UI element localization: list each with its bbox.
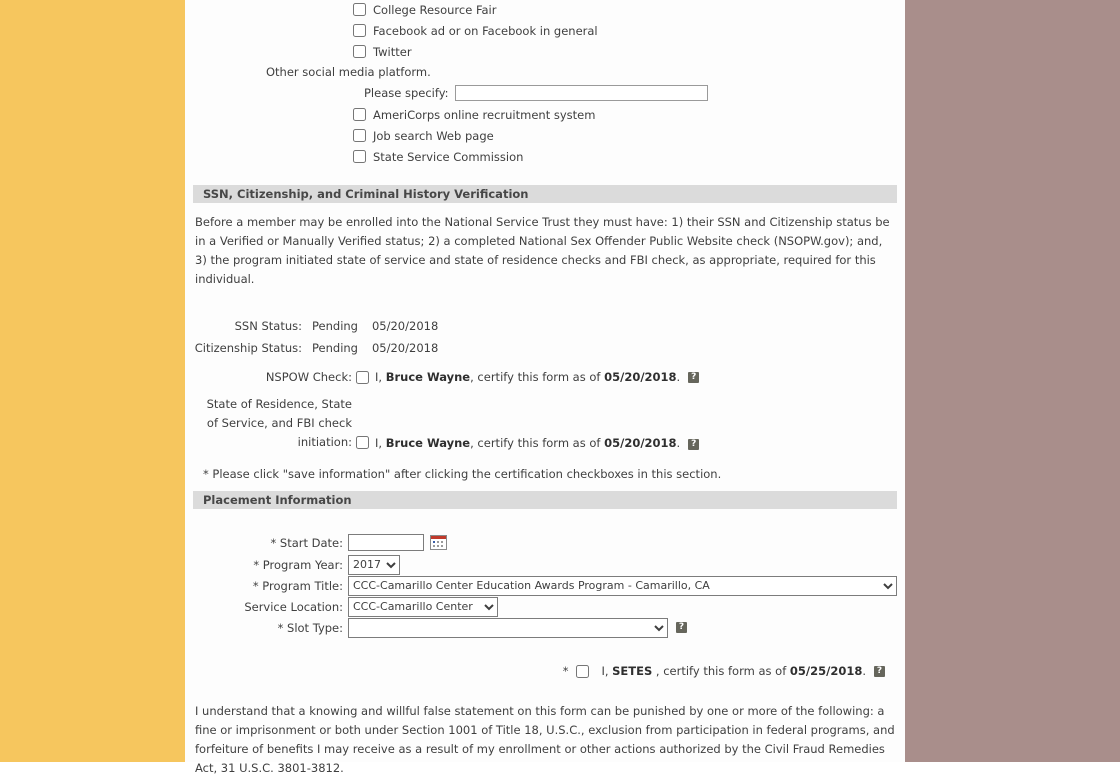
checkbox-label: Job search Web page	[373, 128, 494, 143]
residence-certify-checkbox[interactable]	[356, 436, 369, 449]
please-specify-label: Please specify:	[364, 86, 449, 100]
help-icon[interactable]: ?	[688, 372, 699, 383]
start-date-row	[193, 531, 897, 554]
residence-fbi-check-label: State of Residence, State of Service, and FBI check initiation:	[206, 397, 352, 449]
setes-certify-text: I, SETES , certify this form as of 05/25/2018.	[601, 664, 866, 678]
right-background-band	[905, 0, 1120, 762]
start-date-input[interactable]	[348, 534, 424, 551]
checkbox-label: AmeriCorps online recruitment system	[373, 107, 596, 122]
residence-fbi-check-row	[193, 395, 897, 452]
please-specify-row	[364, 82, 897, 104]
checkbox-label: State Service Commission	[373, 149, 524, 164]
checkbox-label: Facebook ad or on Facebook in general	[373, 23, 598, 38]
americorps-online-checkbox[interactable]	[353, 108, 366, 121]
slot-type-label: * Slot Type:	[277, 620, 343, 635]
ssn-section-intro: Before a member may be enrolled into the National Service Trust they must have: 1) their SSN and Citizenship status be in a Verified or Manually Verified status; 2) a completed National Sex Offender Public Website check (NSOPW.gov); and, 3) the program initiated state of service and state of residence checks and FBI check, as appropriate, required for this individual.	[195, 215, 890, 286]
program-year-row	[193, 554, 897, 575]
service-location-select[interactable]	[348, 597, 498, 617]
nspow-check-row	[193, 367, 897, 387]
job-search-checkbox[interactable]	[353, 129, 366, 142]
service-location-label: Service Location:	[244, 599, 343, 614]
recruitment-source-checklist	[193, 0, 897, 167]
college-resource-fair-checkbox[interactable]	[353, 3, 366, 16]
checkbox-row-twitter	[353, 41, 897, 62]
ssn-status-value: Pending	[312, 319, 358, 333]
ssn-status-label: SSN Status:	[234, 319, 302, 333]
help-icon[interactable]: ?	[874, 666, 885, 677]
left-background-band	[0, 0, 185, 762]
slot-type-select[interactable]	[348, 618, 668, 638]
state-service-commission-checkbox[interactable]	[353, 150, 366, 163]
citizenship-status-label: Citizenship Status:	[194, 341, 302, 355]
other-social-media-label: Other social media platform.	[266, 65, 431, 79]
ssn-section-header: SSN, Citizenship, and Criminal History Verification	[193, 185, 897, 203]
program-title-label: * Program Title:	[252, 578, 343, 593]
placement-fields	[193, 531, 897, 638]
program-title-select[interactable]	[348, 576, 897, 596]
program-title-row	[193, 575, 897, 596]
setes-certify-row	[193, 662, 897, 680]
citizenship-status-value: Pending	[312, 341, 358, 355]
save-information-note: * Please click "save information" after clicking the certification checkboxes in this section.	[203, 467, 722, 481]
program-year-select[interactable]	[348, 555, 400, 575]
slot-type-row	[193, 617, 897, 638]
checkbox-label: Twitter	[373, 44, 412, 59]
nspow-check-label: NSPOW Check:	[265, 370, 352, 384]
checkbox-row-college-resource-fair	[353, 0, 897, 20]
checkbox-row-job-search	[353, 125, 897, 146]
service-location-row	[193, 596, 897, 617]
nspow-certify-text: I, Bruce Wayne, certify this form as of 05/20/2018.	[375, 370, 681, 384]
residence-certify-text: I, Bruce Wayne, certify this form as of 05/20/2018.	[375, 436, 681, 450]
setes-certify-checkbox[interactable]	[576, 665, 589, 678]
checkbox-row-facebook	[353, 20, 897, 41]
facebook-checkbox[interactable]	[353, 24, 366, 37]
citizenship-status-date: 05/20/2018	[371, 341, 439, 355]
help-icon[interactable]: ?	[676, 622, 687, 633]
placement-section-header: Placement Information	[193, 491, 897, 509]
nspow-certify-checkbox[interactable]	[356, 371, 369, 384]
help-icon[interactable]: ?	[688, 439, 699, 450]
start-date-label: * Start Date:	[270, 535, 343, 550]
ssn-status-date: 05/20/2018	[371, 319, 439, 333]
legal-statement: I understand that a knowing and willful false statement on this form can be punished by one or more of the following: a fine or imprisonment or both under Section 1001 of Title 18, U.S.C., exclusion from participation in federal programs, and forfeiture of benefits I may receive as a result of my enrollment or other actions authorized by the Civil Fraud Remedies Act, 31 U.S.C. 3801-3812.	[195, 704, 895, 775]
required-asterisk: *	[562, 664, 569, 678]
ssn-status-row	[193, 315, 897, 337]
form-content	[185, 0, 905, 775]
checkbox-row-state-service-commission	[353, 146, 897, 167]
calendar-icon[interactable]	[430, 535, 447, 550]
please-specify-input[interactable]	[455, 85, 708, 101]
program-year-label: * Program Year:	[253, 557, 343, 572]
twitter-checkbox[interactable]	[353, 45, 366, 58]
citizenship-status-row	[193, 337, 897, 359]
checkbox-row-americorps-online	[353, 104, 897, 125]
checkbox-label: College Resource Fair	[373, 2, 497, 17]
